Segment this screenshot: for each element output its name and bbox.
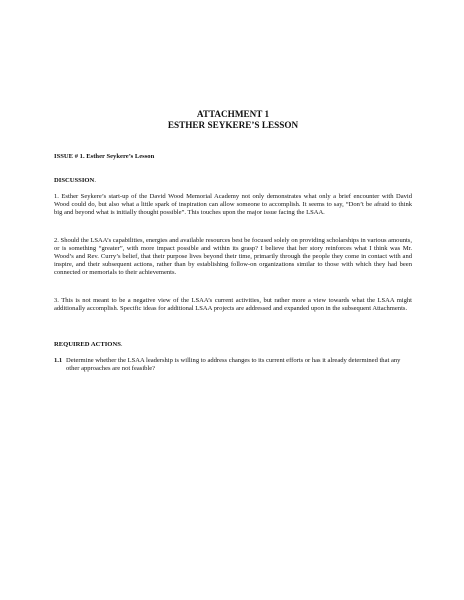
attachment-title: ATTACHMENT 1: [196, 109, 270, 119]
action-text: Determine whether the LSAA leadership is willing to address changes to its current efforts or has it already determined that any other approaches are not feasible?: [66, 357, 401, 373]
discussion-heading-period: .: [94, 177, 96, 184]
action-number: 1.1: [54, 357, 63, 364]
required-action-item: [54, 357, 412, 373]
lesson-title: ESTHER SEYKERE’S LESSON: [167, 120, 299, 130]
discussion-paragraph-3: 3. This is not meant to be a negative view of the LSAA’s current activities, but rather more a view towards what the LSAA might additionally accomplish. Specific ideas for additional LSAA projects are addressed and expanded upon in the subsequent Attachments.: [54, 297, 412, 313]
discussion-heading: [54, 177, 96, 185]
discussion-paragraph-1: 1. Esther Seykere’s start-up of the David Wood Memorial Academy not only demonstrates what only a brief encounter with David Wood could do, but also what a little spark of inspiration can allow someone to accomplish. It seems to say, “Don’t be afraid to think big and beyond what is initially thought possible”. This touches upon the major issue facing the LSAA.: [54, 193, 412, 217]
discussion-paragraph-2: 2. Should the LSAA’s capabilities, energies and available resources best be focused solely on providing scholarships in various amounts, or is something “greater”, with more impact possible and within its grasp? I believe that her story reinforces what I think was Mr. Wood’s and Rev. Curry’s belief, that their purpose lives beyond their time, primarily through the people they come in contact with and inspire, and their subsequent actions, rather than by establishing follow-on organizations similar to those with which they had been connected or memorials to their achievements.: [54, 237, 412, 277]
discussion-heading-label: DISCUSSION: [54, 177, 95, 184]
required-actions-heading-period: .: [120, 341, 123, 348]
required-actions-heading: [54, 341, 123, 349]
issue-heading: ISSUE # 1. Esther Seykere’s Lesson: [54, 153, 155, 160]
required-actions-heading-label: REQUIRED ACTIONS: [54, 341, 121, 348]
